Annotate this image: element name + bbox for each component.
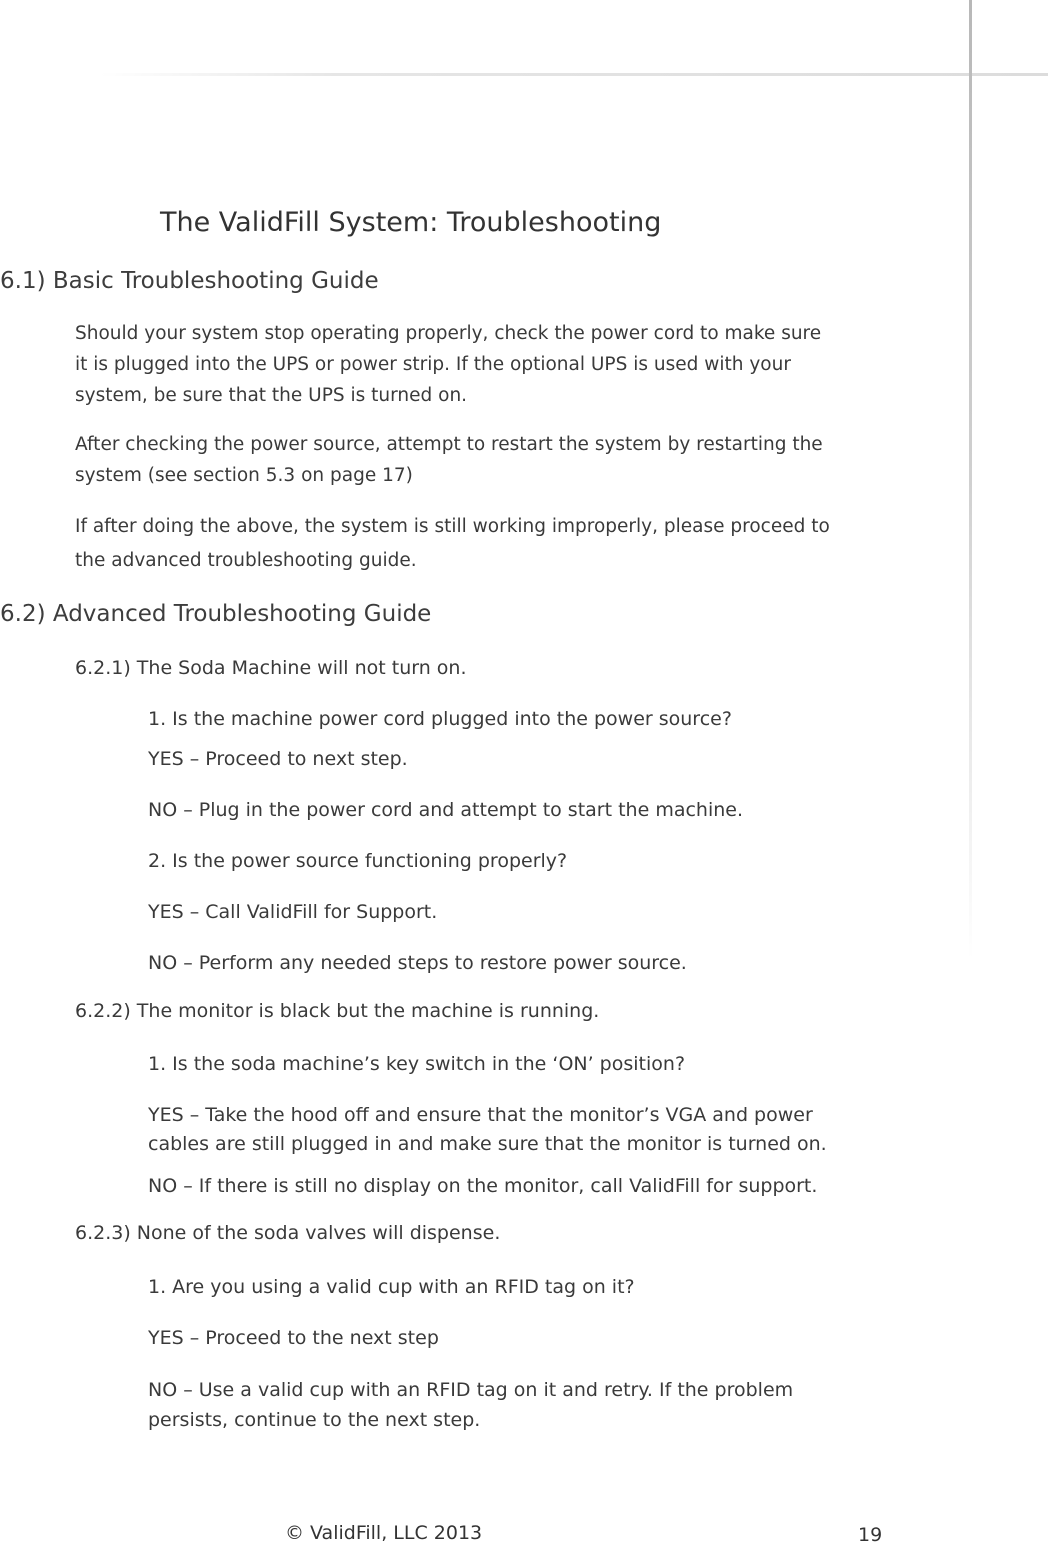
section-heading-basic: 6.1) Basic Troubleshooting Guide (0, 268, 379, 294)
answer-line: NO – Use a valid cup with an RFID tag on it and retry. If the problem (148, 1379, 794, 1401)
subsection-heading-6-2-2: 6.2.2) The monitor is black but the machine is running. (75, 1000, 600, 1022)
question-line: 2. Is the power source functioning properly? (148, 850, 568, 872)
question-line: 1. Are you using a valid cup with an RFID tag on it? (148, 1276, 635, 1298)
answer-line: persists, continue to the next step. (148, 1409, 481, 1431)
page-number: 19 (858, 1524, 883, 1546)
answer-line: YES – Proceed to the next step (148, 1327, 439, 1349)
answer-line: YES – Call ValidFill for Support. (148, 901, 438, 923)
answer-line: NO – If there is still no display on the monitor, call ValidFill for support. (148, 1175, 818, 1197)
margin-rule (969, 0, 972, 960)
answer-line: cables are still plugged in and make sure that the monitor is turned on. (148, 1133, 827, 1155)
page-title: The ValidFill System: Troubleshooting (160, 207, 662, 238)
footer-copyright: © ValidFill, LLC 2013 (285, 1522, 483, 1544)
paragraph-line: the advanced troubleshooting guide. (75, 550, 417, 571)
answer-line: YES – Take the hood off and ensure that the monitor’s VGA and power (148, 1104, 813, 1126)
paragraph-line: system (see section 5.3 on page 17) (75, 465, 413, 486)
paragraph-line: it is plugged into the UPS or power strip. If the optional UPS is used with your (75, 354, 791, 375)
question-line: 1. Is the soda machine’s key switch in the ‘ON’ position? (148, 1053, 686, 1075)
paragraph-line: Should your system stop operating properly, check the power cord to make sure (75, 323, 822, 344)
answer-line: NO – Perform any needed steps to restore power source. (148, 952, 687, 974)
subsection-heading-6-2-1: 6.2.1) The Soda Machine will not turn on. (75, 657, 467, 679)
answer-line: YES – Proceed to next step. (148, 748, 408, 770)
section-heading-advanced: 6.2) Advanced Troubleshooting Guide (0, 601, 432, 627)
paragraph-line: If after doing the above, the system is still working improperly, please proceed to (75, 516, 830, 537)
header-rule (100, 73, 1048, 76)
paragraph-line: After checking the power source, attempt to restart the system by restarting the (75, 434, 823, 455)
answer-line: NO – Plug in the power cord and attempt to start the machine. (148, 799, 744, 821)
paragraph-line: system, be sure that the UPS is turned on. (75, 385, 468, 406)
question-line: 1. Is the machine power cord plugged into the power source? (148, 708, 732, 730)
subsection-heading-6-2-3: 6.2.3) None of the soda valves will dispense. (75, 1222, 501, 1244)
